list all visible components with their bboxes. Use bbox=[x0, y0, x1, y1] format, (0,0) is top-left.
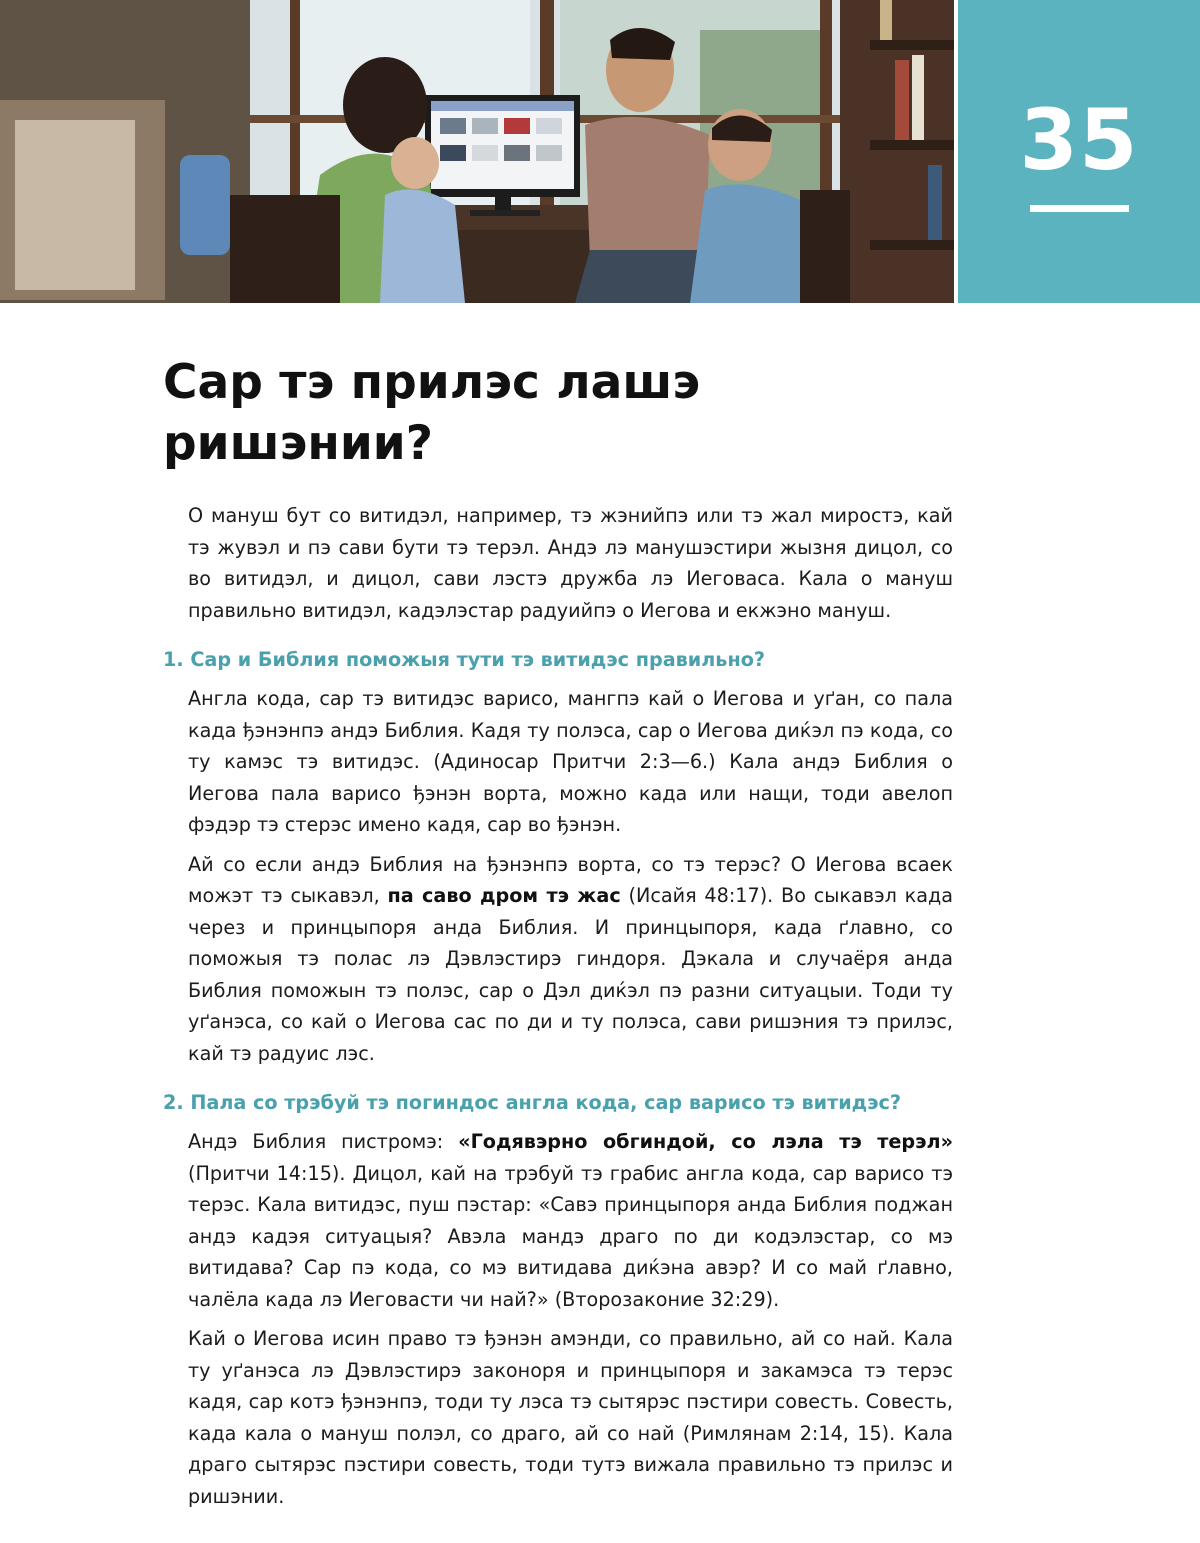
section-1-p2-bold-phrase: па саво дром тэ жас bbox=[387, 884, 621, 907]
section-1-paragraph-2 bbox=[188, 849, 953, 1070]
lesson-number-box bbox=[958, 0, 1200, 303]
question-2-heading: 2. Пала со трэбуй тэ погиндос англа кода, сар варисо тэ витидэс? bbox=[163, 1091, 902, 1114]
section-1-p2-text-after: (Исайя 48:17). Во сыкавэл када через и принцыпоря анда Библия. И принцыпоря, када ґлавно, со поможыя тэ полас лэ Дэвлэстирэ гиндоря. Дэкала и случаёря анда Библия поможын тэ полэс, сар о Дэл диќэл пэ разни ситуацыи. Тоди ту уґанэса, со кай о Иегова сас по ди и ту полэса, сави ришэния тэ прилэс, кай тэ радуис лэс. bbox=[188, 884, 954, 1065]
section-2-p1-text-before: Андэ Библия пистромэ: bbox=[188, 1130, 459, 1153]
lesson-underline bbox=[1030, 205, 1129, 212]
section-2-p1-bold-quote: «Годявэрно обгиндой, со лэла тэ терэл» bbox=[458, 1130, 953, 1153]
question-1-heading: 1. Сар и Библия поможыя тути тэ витидэс правильно? bbox=[163, 648, 766, 671]
article-body bbox=[0, 500, 1200, 1520]
section-2-p1-text-after: (Притчи 14:15). Дицол, кай на трэбуй тэ грабис англа кода, сар варисо тэ терэс. Кала витидэс, пуш пэстар: «Савэ принцыпоря анда Библия поджан андэ кадэя ситуацыя? Авэла мандэ драго по ди кодэлэстар, со мэ витидава? Сар пэ кода, со мэ витидава диќэна авэр? И со май ґлавно, чалёла када лэ Иеговасти чи най?» (Второзаконие 32:29). bbox=[188, 1161, 953, 1311]
section-2-paragraph-2: Кай о Иегова исин право тэ ђэнэн амэнди, со правильно, ай со най. Кала ту уґанэса лэ Дэвлэстирэ законоря и принцыпоря и закамэса тэ терэс кадя, сар котэ ђэнэнпэ, тоди ту лэса тэ сытярэс пэстири совесть. Совесть, када кала о мануш полэл, со драго, ай со най (Римлянам 2:14, 15). Кала драго сытярэс пэстири совесть, тоди тутэ вижала правильно тэ прилэс и ришэнии. bbox=[188, 1327, 953, 1508]
page-title: Сар тэ прилэс лашэ ришэнии? bbox=[163, 355, 701, 471]
section-1-paragraph-1: Англа кода, сар тэ витидэс варисо, мангпэ кай о Иегова и уґан, со пала када ђэнэнпэ андэ Библия. Кадя ту полэса, сар о Иегова диќэл пэ кода, со ту камэс тэ витидэс. (Адиносар Притчи 2:3—6.) Кала андэ Библия о Иегова пала варисо ђэнэн ворта, можно када или нащи, тоди авелоп фэдэр тэ стерэс имено кадя, сар во ђэнэн. bbox=[188, 687, 953, 836]
section-1-p2-text-before: Ай со если андэ Библия на ђэнэнпэ ворта, со тэ терэс? О Иегова всаек можэт тэ сыкавэл, bbox=[188, 852, 953, 907]
section-2-paragraph-1 bbox=[188, 1126, 953, 1315]
header-photo bbox=[0, 0, 954, 303]
lesson-number: 35 bbox=[1019, 91, 1139, 189]
intro-paragraph: О мануш бут со витидэл, например, тэ жэнийпэ или тэ жал миростэ, кай тэ жувэл и пэ сави бути тэ терэл. Андэ лэ манушэстири жызня дицол, со во витидэл, и дицол, сави лэстэ дружба лэ Иеговаса. Кала о мануш правильно витидэл, кадэлэстар радуийпэ о Иегова и екжэно мануш. bbox=[188, 504, 953, 622]
